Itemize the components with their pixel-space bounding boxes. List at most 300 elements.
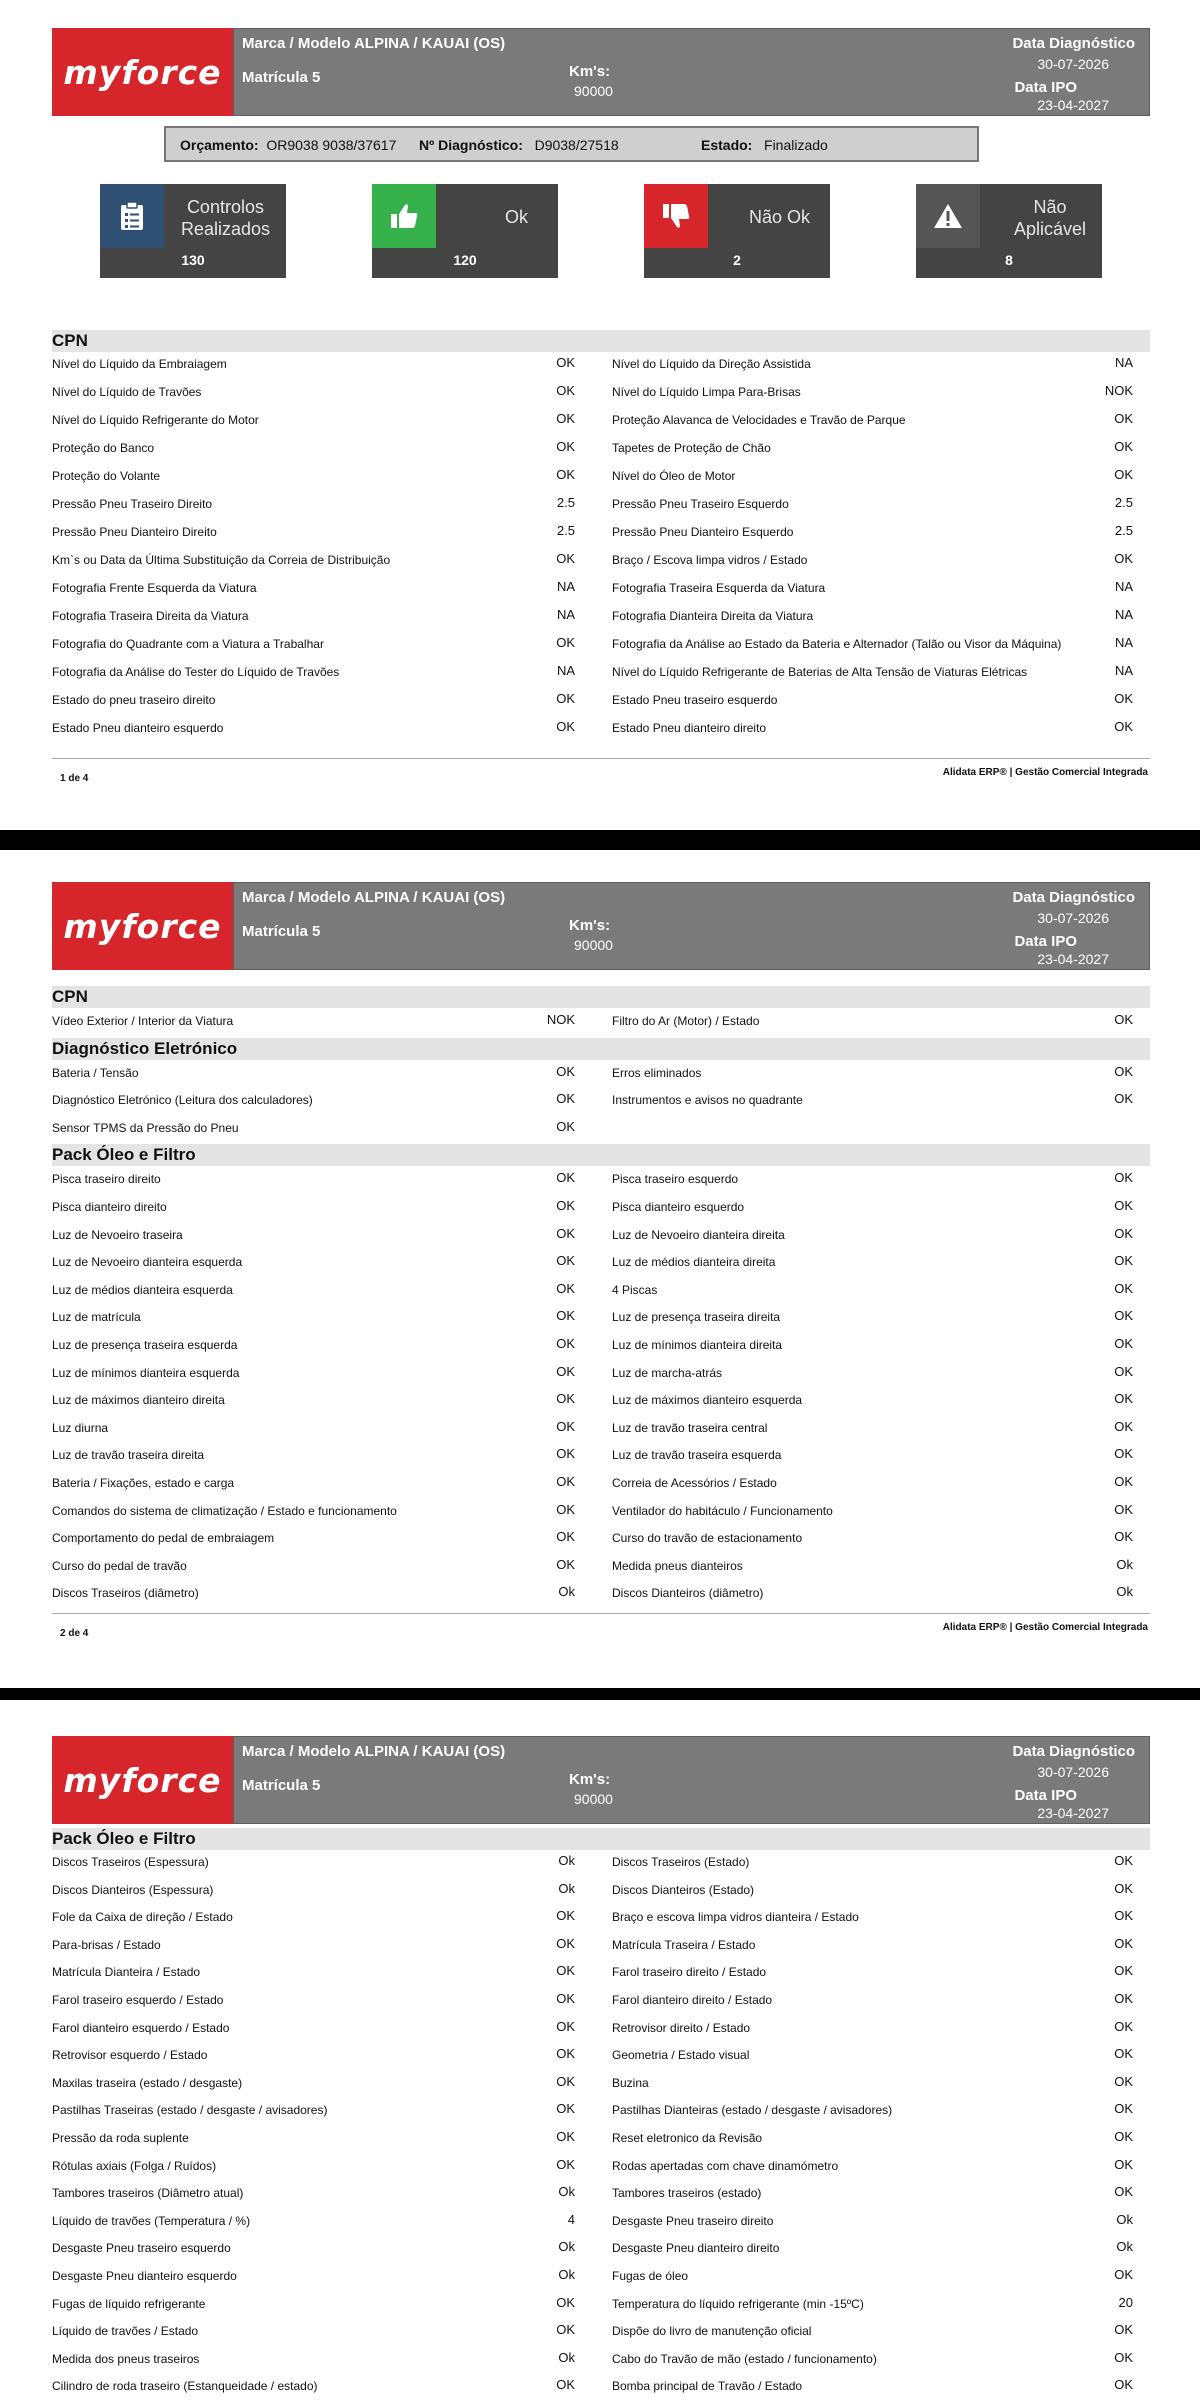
checklist-row <box>52 632 1150 659</box>
item-result: Ok <box>558 2239 575 2255</box>
report-page-2 <box>0 850 1200 1688</box>
item-label: Desgaste Pneu dianteiro esquerdo <box>52 2269 237 2283</box>
item-result: 2.5 <box>556 523 575 538</box>
checklist-row <box>52 2374 1150 2401</box>
vehicle-info-bar <box>233 1736 1150 1824</box>
item-label: Km`s ou Data da Última Substituição da Correia de Distribuição <box>52 553 391 567</box>
item-label: 4 Piscas <box>612 1282 658 1297</box>
thumbs-up-icon <box>389 202 419 230</box>
item-label: Farol dianteiro esquerdo / Estado <box>52 2020 230 2035</box>
card-icon-box <box>644 184 708 248</box>
item-result: OK <box>1114 1198 1133 1213</box>
item-result: OK <box>1114 551 1133 566</box>
item-result: OK <box>1114 1529 1133 1545</box>
myforce-logo: myforce <box>52 1736 233 1824</box>
kms-label: Km's: <box>569 1771 611 1788</box>
item-label: Nível do Líquido de Travões <box>52 385 202 399</box>
marca-modelo: Marca / Modelo ALPINA / KAUAI (OS) <box>242 1743 506 1760</box>
item-result: OK <box>1114 1446 1133 1462</box>
checklist-row <box>52 2181 1150 2208</box>
n-diagnostico <box>419 137 619 153</box>
item-label: Discos Dianteiros (Espessura) <box>52 1882 214 1897</box>
item-result: OK <box>556 1336 575 1351</box>
checklist-row <box>52 1333 1150 1360</box>
item-label: Fole da Caixa de direção / Estado <box>52 1910 233 1925</box>
kms-value: 90000 <box>574 1791 613 1807</box>
item-result: OK <box>556 1170 575 1186</box>
myforce-logo: myforce <box>52 28 233 116</box>
estado-label: Estado: <box>701 137 753 153</box>
item-result: OK <box>556 719 575 734</box>
item-label: Luz de travão traseira esquerda <box>612 1448 782 1463</box>
matricula-value: 5 <box>312 1777 321 1794</box>
item-label: Pisca traseiro esquerdo <box>612 1172 739 1187</box>
kms-label: Km's: <box>569 63 611 80</box>
checklist-row <box>52 604 1150 631</box>
report-page-1 <box>0 0 1200 830</box>
checklist-row <box>52 576 1150 603</box>
item-label: Líquido de travões / Estado <box>52 2324 199 2339</box>
item-result: 4 <box>567 2211 575 2227</box>
erp-credit: Alidata ERP® | Gestão Comercial Integrada <box>942 767 1148 778</box>
item-result: NA <box>556 579 575 594</box>
checklist-row <box>52 2264 1150 2291</box>
checklist-row <box>52 1195 1150 1222</box>
page-number: 2 de 4 <box>60 1628 89 1639</box>
item-label: Proteção do Banco <box>52 441 155 455</box>
matricula-label: Matrícula <box>242 69 308 86</box>
item-result: OK <box>556 691 575 706</box>
vehicle-info-bar <box>233 882 1150 970</box>
section-title: Diagnóstico Eletrónico <box>52 1038 1150 1060</box>
item-result: OK <box>556 1198 575 1213</box>
item-label: Comandos do sistema de climatização / Estado e funcionamento <box>52 1503 397 1518</box>
item-result: OK <box>1114 1308 1133 1324</box>
item-label: Luz de Nevoeiro traseira <box>52 1227 183 1242</box>
item-result: Ok <box>558 2349 575 2365</box>
item-result: OK <box>1114 691 1133 706</box>
checklist-row <box>52 1223 1150 1250</box>
item-result: Ok <box>558 1584 575 1600</box>
item-result: OK <box>1114 1935 1133 1951</box>
item-result: OK <box>1114 439 1133 454</box>
section-title: CPN <box>52 330 1150 352</box>
item-result: 2.5 <box>556 495 575 510</box>
checklist-row <box>52 352 1150 379</box>
item-label: Braço e escova limpa vidros dianteira / Estado <box>612 1910 859 1925</box>
item-label: Discos Dianteiros (Estado) <box>612 1882 755 1897</box>
estado-value: Finalizado <box>764 137 828 153</box>
checklist-row <box>52 1278 1150 1305</box>
item-label: Fugas de líquido refrigerante <box>52 2296 206 2311</box>
page-number: 1 de 4 <box>60 773 89 784</box>
item-result: 20 <box>1118 2294 1133 2310</box>
card-nao-aplicavel <box>916 184 1102 278</box>
estado <box>701 137 828 153</box>
item-result: OK <box>556 467 575 482</box>
checklist-row <box>52 380 1150 407</box>
n-diagnostico-value: D9038/27518 <box>534 137 619 153</box>
checklist-row <box>52 1960 1150 1987</box>
kms-value: 90000 <box>574 937 613 953</box>
data-ipo-label: Data IPO <box>1014 79 1077 96</box>
item-label: Pressão Pneu Traseiro Esquerdo <box>612 497 789 511</box>
card-nao-ok <box>644 184 830 278</box>
footer-divider <box>52 1613 1150 1614</box>
thumbs-down-icon <box>661 202 691 230</box>
card-label: Controlos Realizados <box>180 197 270 239</box>
item-label: Instrumentos e avisos no quadrante <box>612 1093 803 1108</box>
item-label: Pressão da roda suplente <box>52 2131 189 2145</box>
item-result: OK <box>556 551 575 566</box>
item-result: OK <box>556 411 575 426</box>
checklist-row <box>52 2319 1150 2346</box>
item-label: Farol traseiro esquerdo / Estado <box>52 1993 224 2007</box>
item-result: OK <box>556 1418 575 1434</box>
item-label: Bomba principal de Travão / Estado <box>612 2379 803 2394</box>
checklist-row <box>52 2043 1150 2070</box>
item-label: Pisca dianteiro direito <box>52 1200 167 1214</box>
item-result: OK <box>1114 1253 1133 1269</box>
item-label: Buzina <box>612 2075 649 2090</box>
item-label: Tambores traseiros (Diâmetro atual) <box>52 2186 244 2201</box>
item-result: OK <box>556 1253 575 1269</box>
report-header <box>52 28 1150 116</box>
item-label: Nível do Óleo de Motor <box>612 469 736 483</box>
item-result: OK <box>556 2018 575 2034</box>
item-result: OK <box>1114 2129 1133 2144</box>
checklist-row <box>52 1554 1150 1581</box>
report-header <box>52 882 1150 970</box>
item-result: OK <box>1114 411 1133 426</box>
marca-modelo: Marca / Modelo ALPINA / KAUAI (OS) <box>242 35 506 52</box>
section-title: Pack Óleo e Filtro <box>52 1828 1150 1850</box>
data-ipo-value: 23-04-2027 <box>1037 1805 1109 1821</box>
card-icon-box <box>916 184 980 248</box>
item-label: Nível do Líquido da Direção Assistida <box>612 357 811 371</box>
item-result: OK <box>556 1391 575 1407</box>
item-result: NA <box>1114 635 1133 650</box>
checklist-row <box>52 1061 1150 1088</box>
report-header <box>52 1736 1150 1824</box>
item-result: OK <box>556 1935 575 1951</box>
item-label: Luz de Nevoeiro dianteira direita <box>612 1227 785 1242</box>
checklist-row <box>52 1361 1150 1388</box>
checklist-row <box>52 1499 1150 1526</box>
item-label: Pressão Pneu Dianteiro Direito <box>52 525 217 539</box>
item-label: Rodas apertadas com chave dinamómetro <box>612 2158 839 2173</box>
item-result: OK <box>1114 2018 1133 2034</box>
card-count: 130 <box>181 252 205 268</box>
item-label: Luz diurna <box>52 1420 109 1435</box>
item-result: OK <box>556 1991 575 2006</box>
item-label: Comportamento do pedal de embraiagem <box>52 1531 275 1546</box>
item-label: Bateria / Tensão <box>52 1065 139 1080</box>
orcamento-label: Orçamento: <box>180 137 259 153</box>
card-controlos-realizados <box>100 184 286 278</box>
item-label: Para-brisas / Estado <box>52 1937 161 1952</box>
item-result: OK <box>1114 1474 1133 1489</box>
item-label: Temperatura do líquido refrigerante (min -15ºC) <box>612 2296 864 2311</box>
card-label: Não Ok <box>748 207 810 227</box>
item-label: Luz de travão traseira central <box>612 1420 768 1435</box>
item-result: NA <box>1114 579 1133 594</box>
item-result: OK <box>556 2156 575 2172</box>
checklist-row <box>52 408 1150 435</box>
checklist-row <box>52 1116 1150 1143</box>
item-label: Luz de médios dianteira direita <box>612 1255 776 1270</box>
item-result: OK <box>556 1118 575 1134</box>
item-result: OK <box>1114 2267 1133 2282</box>
item-result: Ok <box>558 2184 575 2200</box>
checklist-row <box>52 548 1150 575</box>
item-result: OK <box>556 1308 575 1324</box>
item-label: Farol traseiro direito / Estado <box>612 1965 767 1980</box>
item-result: OK <box>556 1225 575 1241</box>
item-label: Fotografia Frente Esquerda da Viatura <box>52 581 257 595</box>
item-result: OK <box>1114 2156 1133 2172</box>
item-result: OK <box>556 355 575 370</box>
checklist-row <box>52 1167 1150 1194</box>
data-ipo-label: Data IPO <box>1014 1787 1077 1804</box>
item-result: OK <box>556 2322 575 2338</box>
item-label: Fotografia Dianteira Direita da Viatura <box>612 609 814 623</box>
data-ipo-value: 23-04-2027 <box>1037 951 1109 967</box>
item-result: OK <box>1114 1880 1133 1896</box>
matricula-label: Matrícula <box>242 923 308 940</box>
item-label: Fotografia da Análise ao Estado da Bateria e Alternador (Talão ou Visor da Máquina) <box>612 637 1062 651</box>
item-label: Fugas de óleo <box>612 2269 689 2283</box>
item-result: OK <box>556 2073 575 2089</box>
data-diagnostico-label: Data Diagnóstico <box>1012 1743 1135 1760</box>
item-label: Medida pneus dianteiros <box>612 1558 743 1573</box>
item-result: Ok <box>1116 1556 1133 1572</box>
item-label: Nível do Líquido Limpa Para-Brisas <box>612 385 801 399</box>
item-label: Proteção do Volante <box>52 469 161 483</box>
item-result: OK <box>1114 1280 1133 1296</box>
card-label: Ok <box>504 207 528 227</box>
item-result: OK <box>1114 1991 1133 2006</box>
item-label: Curso do pedal de travão <box>52 1558 187 1573</box>
kms-value: 90000 <box>574 83 613 99</box>
item-label: Estado Pneu traseiro esquerdo <box>612 693 778 707</box>
item-result: OK <box>1114 2322 1133 2338</box>
checklist-row <box>52 2209 1150 2236</box>
item-result: OK <box>556 635 575 650</box>
item-result: OK <box>1114 1418 1133 1434</box>
checklist-row <box>52 1526 1150 1553</box>
item-label: Nível do Líquido Refrigerante do Motor <box>52 413 259 427</box>
item-label: Líquido de travões (Temperatura / %) <box>52 2213 251 2228</box>
matricula <box>242 1777 320 1794</box>
checklist-row <box>52 492 1150 519</box>
item-label: Dispõe do livro de manutenção oficial <box>612 2324 812 2339</box>
item-label: Tambores traseiros (estado) <box>612 2186 762 2201</box>
item-label: Luz de travão traseira direita <box>52 1448 205 1463</box>
matricula-value: 5 <box>312 923 321 940</box>
item-result: 2.5 <box>1114 523 1133 538</box>
card-count: 120 <box>453 252 477 268</box>
item-label: Pisca dianteiro esquerdo <box>612 1200 745 1214</box>
item-result: OK <box>1114 1063 1133 1079</box>
item-result: OK <box>1114 2046 1133 2062</box>
item-label: Proteção Alavanca de Velocidades e Travão de Parque <box>612 413 906 427</box>
item-result: Ok <box>558 2267 575 2282</box>
checklist-row <box>52 520 1150 547</box>
card-ok <box>372 184 558 278</box>
item-result: OK <box>556 1363 575 1379</box>
orcamento <box>180 137 396 153</box>
checklist-row <box>52 436 1150 463</box>
item-label: Bateria / Fixações, estado e carga <box>52 1476 235 1490</box>
myforce-logo: myforce <box>52 882 233 970</box>
item-result: OK <box>1114 1225 1133 1241</box>
item-label: Ventilador do habitáculo / Funcionamento <box>612 1503 833 1518</box>
kms-label: Km's: <box>569 917 611 934</box>
checklist-row <box>52 464 1150 491</box>
item-label: Medida dos pneus traseiros <box>52 2351 200 2366</box>
card-icon-box <box>100 184 164 248</box>
item-result: OK <box>1114 1391 1133 1407</box>
item-label: Pastilhas Dianteiras (estado / desgaste / avisadores) <box>612 2103 893 2118</box>
item-label: Maxilas traseira (estado / desgaste) <box>52 2075 243 2090</box>
item-result: Ok <box>1116 2211 1133 2227</box>
item-label: Luz de Nevoeiro dianteira esquerda <box>52 1255 243 1270</box>
item-result: OK <box>1114 1908 1133 1924</box>
item-result: OK <box>556 1474 575 1489</box>
item-label: Filtro do Ar (Motor) / Estado <box>612 1014 760 1028</box>
item-result: OK <box>556 2101 575 2117</box>
item-label: Fotografia da Análise do Tester do Líquido de Travões <box>52 665 340 679</box>
item-result: OK <box>556 383 575 398</box>
checklist-row <box>52 688 1150 715</box>
item-result: Ok <box>558 1853 575 1868</box>
item-result: OK <box>556 2294 575 2310</box>
item-label: Fotografia Traseira Esquerda da Viatura <box>612 581 826 595</box>
checklist-row <box>52 1878 1150 1905</box>
item-result: OK <box>1114 2073 1133 2089</box>
item-result: Ok <box>558 1880 575 1896</box>
item-label: Luz de mínimos dianteira direita <box>612 1338 783 1352</box>
item-result: OK <box>1114 1091 1133 1107</box>
item-label: Luz de mínimos dianteira esquerda <box>52 1365 240 1380</box>
item-result: OK <box>1114 1336 1133 1351</box>
item-label: Matrícula Dianteira / Estado <box>52 1965 201 1980</box>
item-label: Sensor TPMS da Pressão do Pneu <box>52 1120 239 1135</box>
item-label: Erros eliminados <box>612 1065 702 1080</box>
checklist-row <box>52 1850 1150 1877</box>
warning-icon <box>933 202 963 230</box>
item-label: Discos Dianteiros (diâmetro) <box>612 1586 764 1601</box>
data-diagnostico-value: 30-07-2026 <box>1037 910 1109 926</box>
marca-modelo: Marca / Modelo ALPINA / KAUAI (OS) <box>242 889 506 906</box>
item-result: OK <box>1114 1363 1133 1379</box>
item-result: 2.5 <box>1114 495 1133 510</box>
item-label: Nível do Líquido Refrigerante de Baterias de Alta Tensão de Viaturas Elétricas <box>612 665 1028 679</box>
item-result: OK <box>1114 1853 1133 1868</box>
item-result: OK <box>556 1963 575 1979</box>
checklist-row <box>52 2098 1150 2125</box>
footer-divider <box>52 758 1150 759</box>
item-label: Estado Pneu dianteiro direito <box>612 721 767 735</box>
item-label: Rótulas axiais (Folga / Ruídos) <box>52 2158 217 2173</box>
item-label: Luz de presença traseira esquerda <box>52 1338 238 1352</box>
item-label: Diagnóstico Eletrónico (Leitura dos calculadores) <box>52 1093 313 1108</box>
item-result: Ok <box>1116 2239 1133 2255</box>
matricula-label: Matrícula <box>242 1777 308 1794</box>
section-title: Pack Óleo e Filtro <box>52 1144 1150 1166</box>
checklist-row <box>52 716 1150 743</box>
orcamento-value: OR9038 9038/37617 <box>266 137 397 153</box>
checklist-row <box>52 660 1150 687</box>
item-result: OK <box>556 1091 575 1107</box>
item-label: Retrovisor direito / Estado <box>612 2020 751 2035</box>
item-label: Discos Traseiros (Estado) <box>612 1855 750 1869</box>
item-label: Luz de marcha-atrás <box>612 1365 723 1380</box>
section-title: CPN <box>52 986 1150 1008</box>
checklist-row <box>52 2154 1150 2181</box>
item-label: Pastilhas Traseiras (estado / desgaste / avisadores) <box>52 2103 328 2118</box>
item-label: Farol dianteiro direito / Estado <box>612 1993 773 2007</box>
item-result: NOK <box>1104 383 1133 398</box>
item-label: Tapetes de Proteção de Chão <box>612 441 771 455</box>
checklist-row <box>52 1988 1150 2015</box>
item-label: Nível do Líquido da Embraiagem <box>52 357 227 371</box>
item-label: Fotografia Traseira Direita da Viatura <box>52 609 249 623</box>
item-label: Luz de máximos dianteiro esquerda <box>612 1393 803 1408</box>
item-result: NOK <box>546 1012 575 1027</box>
item-label: Retrovisor esquerdo / Estado <box>52 2048 208 2063</box>
vehicle-info-bar <box>233 28 1150 116</box>
data-diagnostico-value: 30-07-2026 <box>1037 56 1109 72</box>
item-label: Pisca traseiro direito <box>52 1172 161 1187</box>
item-result: OK <box>556 439 575 454</box>
item-label: Luz de matrícula <box>52 1310 141 1325</box>
data-ipo-value: 23-04-2027 <box>1037 97 1109 113</box>
card-icon-box <box>372 184 436 248</box>
item-label: Correia de Acessórios / Estado <box>612 1476 777 1490</box>
checklist-row <box>52 2236 1150 2263</box>
checklist-row <box>52 1088 1150 1115</box>
checklist-row <box>52 1905 1150 1932</box>
report-page-3 <box>0 1700 1200 2406</box>
matricula <box>242 69 320 86</box>
item-result: OK <box>1114 2101 1133 2117</box>
checklist-row <box>52 1443 1150 1470</box>
item-result: OK <box>556 1529 575 1545</box>
item-result: NA <box>1114 663 1133 678</box>
checklist-row <box>52 1305 1150 1332</box>
item-label: Reset eletronico da Revisão <box>612 2131 763 2145</box>
checklist-row <box>52 2016 1150 2043</box>
item-result: OK <box>556 2046 575 2062</box>
item-result: OK <box>556 1556 575 1572</box>
item-label: Cabo do Travão de mão (estado / funcionamento) <box>612 2351 877 2366</box>
item-result: OK <box>1114 2377 1133 2393</box>
item-label: Luz de presença traseira direita <box>612 1310 781 1325</box>
clipboard-icon <box>119 201 145 231</box>
erp-credit: Alidata ERP® | Gestão Comercial Integrada <box>942 1622 1148 1633</box>
data-diagnostico-label: Data Diagnóstico <box>1012 35 1135 52</box>
item-result: OK <box>556 2377 575 2393</box>
item-label: Braço / Escova limpa vidros / Estado <box>612 553 808 567</box>
checklist-row <box>52 1933 1150 1960</box>
item-label: Estado Pneu dianteiro esquerdo <box>52 721 224 735</box>
item-label: Desgaste Pneu dianteiro direito <box>612 2241 780 2256</box>
item-label: Luz de máximos dianteiro direita <box>52 1393 225 1408</box>
diagnostic-info-bar <box>164 126 979 162</box>
item-label: Curso do travão de estacionamento <box>612 1531 803 1546</box>
